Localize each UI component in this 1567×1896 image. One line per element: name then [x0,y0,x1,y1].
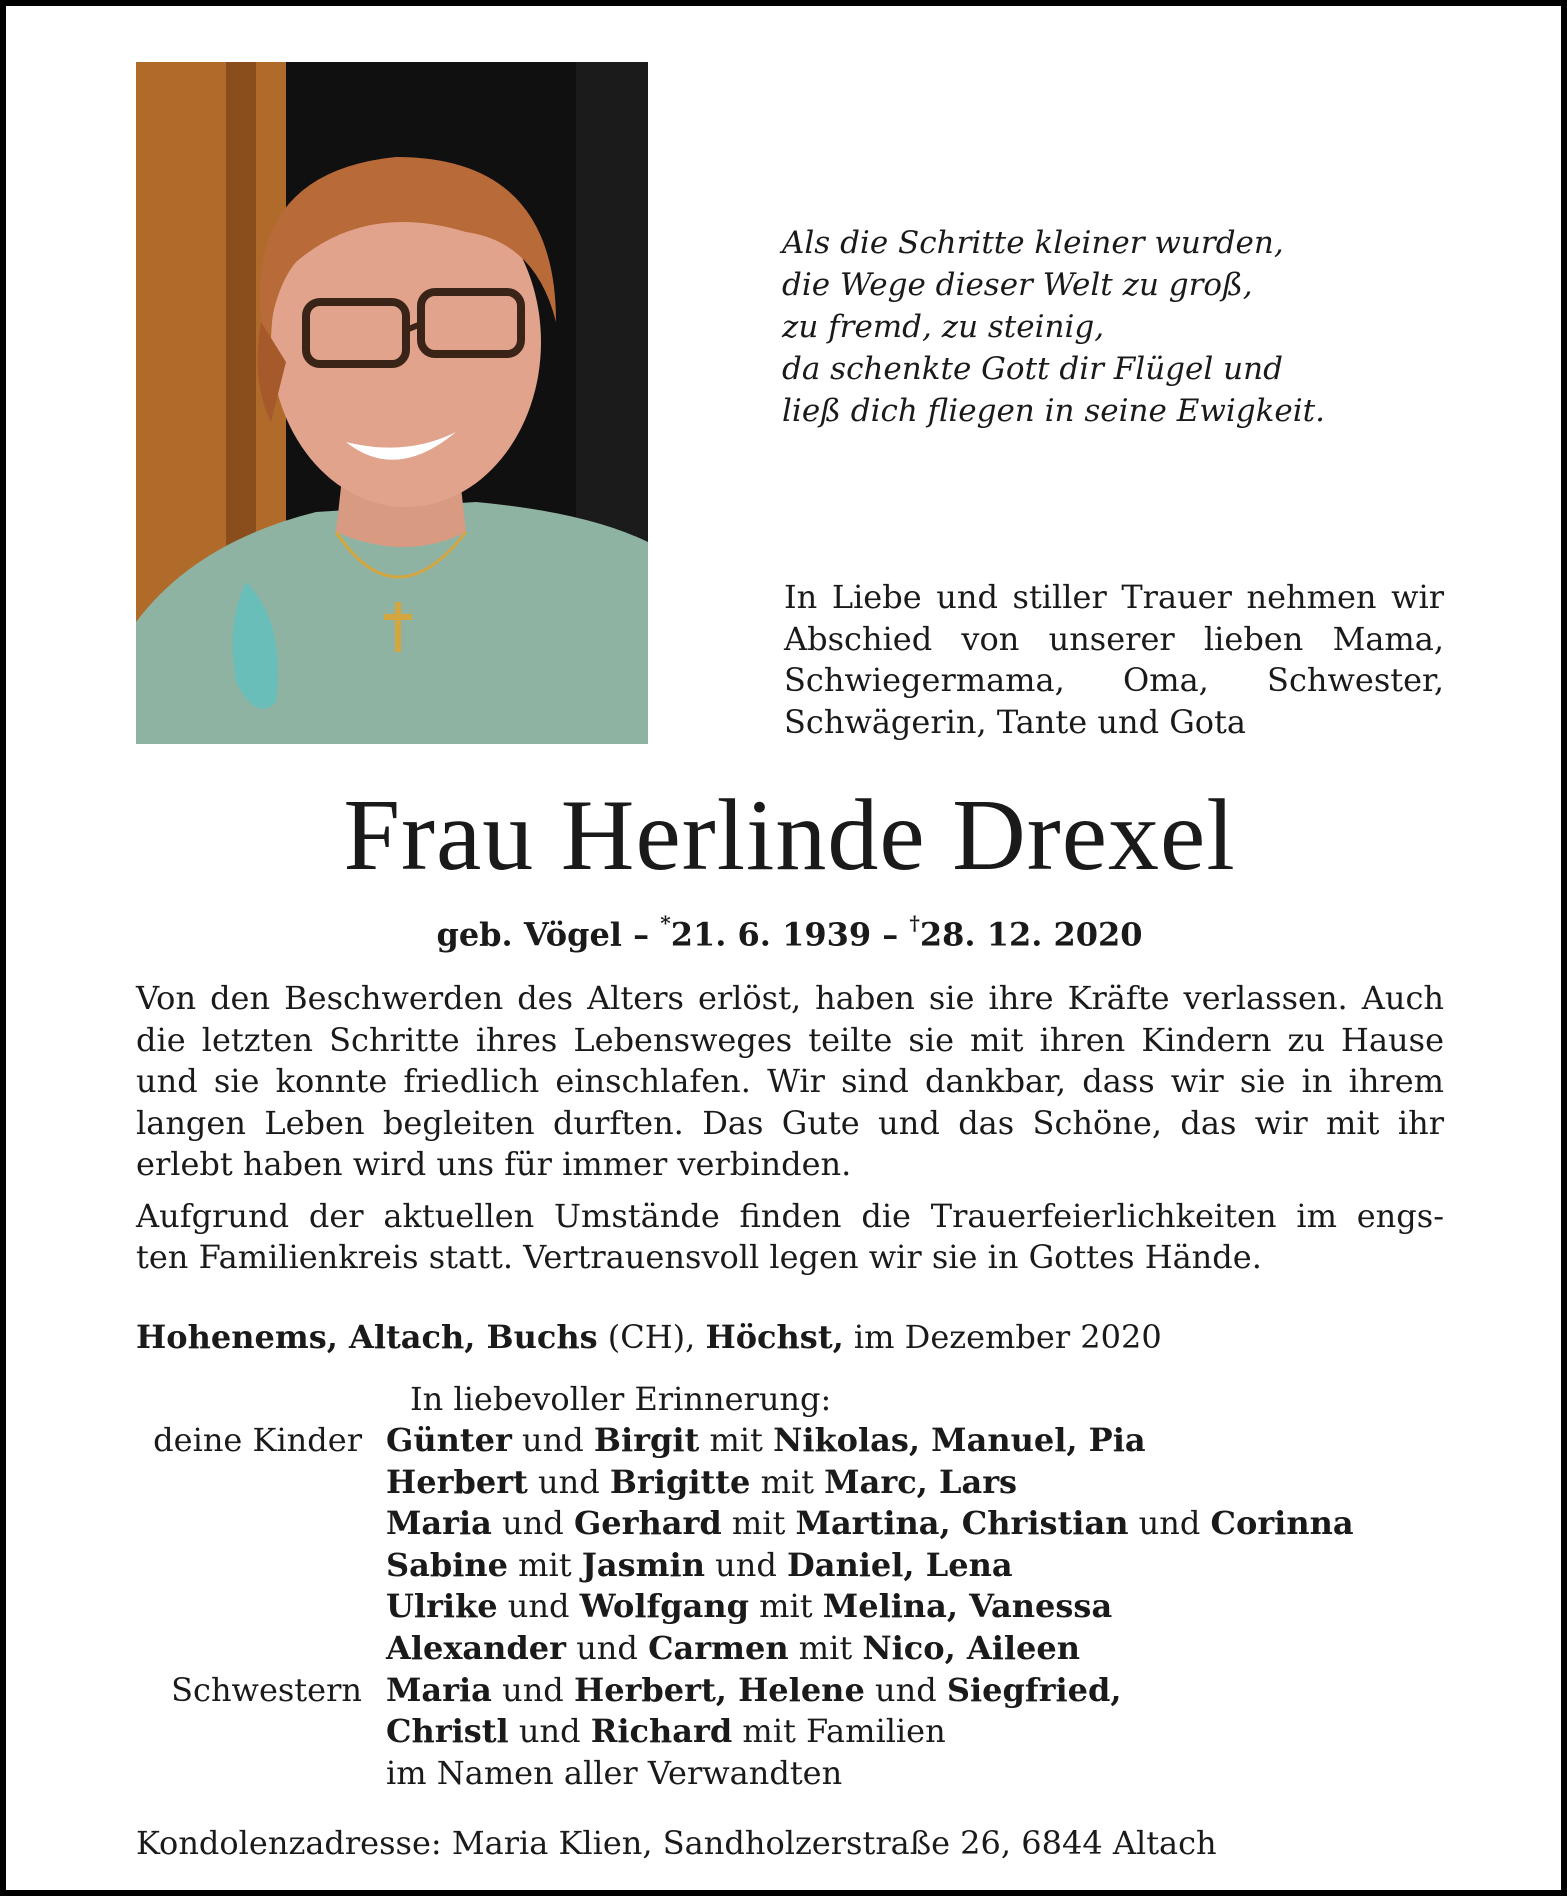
row-label-empty [6,1628,386,1670]
poem-line: die Wege dieser Welt zu groß, [782,267,1253,303]
family-row [6,1503,1567,1545]
family-row [6,1711,1567,1753]
family-name: Ulrike [386,1587,498,1626]
family-name: Siegfried, [946,1670,1122,1709]
family-name: Sabine [386,1545,508,1584]
row-label-empty [6,1753,386,1795]
connector-text: und [508,1712,591,1751]
row-label-empty [6,1711,386,1753]
row-label-empty [6,1545,386,1587]
death-symbol: † [909,911,920,935]
connector-text: mit Familien [732,1712,946,1751]
connector-text: und [511,1421,594,1459]
death-date: 28. 12. 2020 [919,915,1143,954]
paragraph-line: die letzten Schritte ihres Lebensweges teilte sie mit ihren Kindern zu Hause [136,1020,1444,1059]
connector-text: und [491,1504,574,1543]
paragraph-line: und sie konnte friedlich einschlafen. Wir sind dankbar, dass wir sie in ihrem [136,1062,1444,1100]
connector-text: und [704,1545,787,1584]
paragraph-line: Aufgrund der aktuellen Umstände finden die Trauerfeierlichkeiten im engs- [136,1196,1444,1235]
family-members [386,1462,1017,1504]
birth-date: 21. 6. 1939 [670,915,872,954]
birth-symbol: * [660,911,671,935]
poem-line: zu fremd, zu steinig, [782,309,1105,345]
family-members [386,1586,1112,1628]
sisters-label: Schwestern [171,1670,362,1709]
connector-text: mit [721,1504,796,1543]
family-name: Carmen [648,1628,789,1667]
connector-text: und [566,1628,649,1667]
connector-text: mit [508,1545,582,1584]
place-and-date: Hohenems, Altach, Buchs (CH), Höchst, im Dezember 2020 [136,1318,1162,1356]
family-members [386,1420,1146,1462]
family-name: Herbert, Helene [573,1670,865,1709]
connector-text: und [1128,1504,1211,1543]
family-name: Corinna [1210,1504,1354,1543]
family-row [6,1545,1567,1587]
family-name: Maria [386,1504,492,1543]
family-name: Nikolas, Manuel, Pia [773,1421,1146,1459]
family-name: Nico, Aileen [862,1628,1081,1667]
family-name: Wolfgang [579,1587,749,1626]
family-row [6,1462,1567,1504]
deceased-name: Frau Herlinde Drexel [343,779,1236,892]
connector-text: und [527,1462,610,1501]
paragraph-line: langen Leben begleiten durften. Das Gute und das Schöne, das wir mit ihr [136,1103,1444,1142]
row-label-empty [6,1503,386,1545]
family-members [386,1670,1122,1712]
paragraph-line: erlebt haben wird uns für immer verbinden. [136,1145,852,1183]
connector-text: und [864,1670,947,1709]
row-label-empty [6,1586,386,1628]
row-label-empty [6,1462,386,1504]
obituary-body [136,978,1444,1279]
family-name: Maria [386,1670,492,1709]
connector-text: und [497,1587,580,1626]
family-name: Birgit [593,1421,700,1459]
poem-line: Als die Schritte kleiner wurden, [782,225,1284,261]
family-heading: In liebevoller Erinnerung: [410,1380,832,1418]
intro-line: Abschied von unserer lieben Mama, [784,619,1444,658]
family-members [386,1753,842,1795]
family-name: Jasmin [581,1545,705,1584]
family-name: Martina, Christian [795,1504,1129,1543]
children-label: deine Kinder [153,1421,362,1459]
portrait-photo [136,62,648,744]
family-name: Gerhard [573,1504,722,1543]
family-row [6,1628,1567,1670]
poem-line: da schenkte Gott dir Flügel und [782,351,1283,387]
family-name: Alexander [386,1628,567,1667]
family-name: Daniel, Lena [787,1545,1013,1584]
family-row [6,1753,1567,1795]
paragraph-line: Von den Beschwerden des Alters erlöst, haben sie ihre Kräfte verlassen. Auch [136,979,1444,1017]
family-row [6,1420,1567,1462]
family-name: Richard [590,1712,733,1751]
family-row [6,1586,1567,1628]
family-name: Brigitte [609,1462,751,1501]
family-members [386,1545,1013,1587]
portrait-photo-icon [136,62,648,744]
family-name: Marc, Lars [824,1462,1018,1501]
poem-line: ließ dich fliegen in seine Ewigkeit. [782,393,1325,429]
family-members [386,1711,946,1753]
connector-text: mit [788,1628,863,1667]
family-name: Herbert [386,1462,528,1501]
family-row [6,1670,1567,1712]
paragraph-line: ten Familienkreis statt. Vertrauensvoll legen wir sie in Gottes Hände. [136,1238,1262,1276]
maiden-name: geb. Vögel [436,915,622,954]
condolence-address: Kondolenzadresse: Maria Klien, Sandholzerstraße 26, 6844 Altach [136,1824,1217,1862]
poem [782,222,1502,432]
family-members [386,1628,1080,1670]
family-list [6,1420,1567,1794]
intro-line: In Liebe und stiller Trauer nehmen wir [784,578,1444,616]
life-dates: geb. Vögel – *21. 6. 1939 – †28. 12. 2020 [436,911,1143,954]
connector-text: und [491,1670,574,1709]
family-name: Christl [386,1712,509,1751]
connector-text: mit [750,1462,825,1501]
family-members [386,1503,1354,1545]
connector-text: im Namen aller Verwandten [386,1753,843,1792]
intro-line: Schwiegermama, Oma, Schwester, [784,661,1444,699]
family-name: Melina, Vanessa [822,1587,1113,1626]
connector-text: mit [749,1587,823,1626]
intro-text [784,577,1444,743]
intro-line: Schwägerin, Tante und Gota [784,702,1246,741]
family-name: Günter [386,1421,512,1459]
connector-text: mit [699,1421,774,1459]
